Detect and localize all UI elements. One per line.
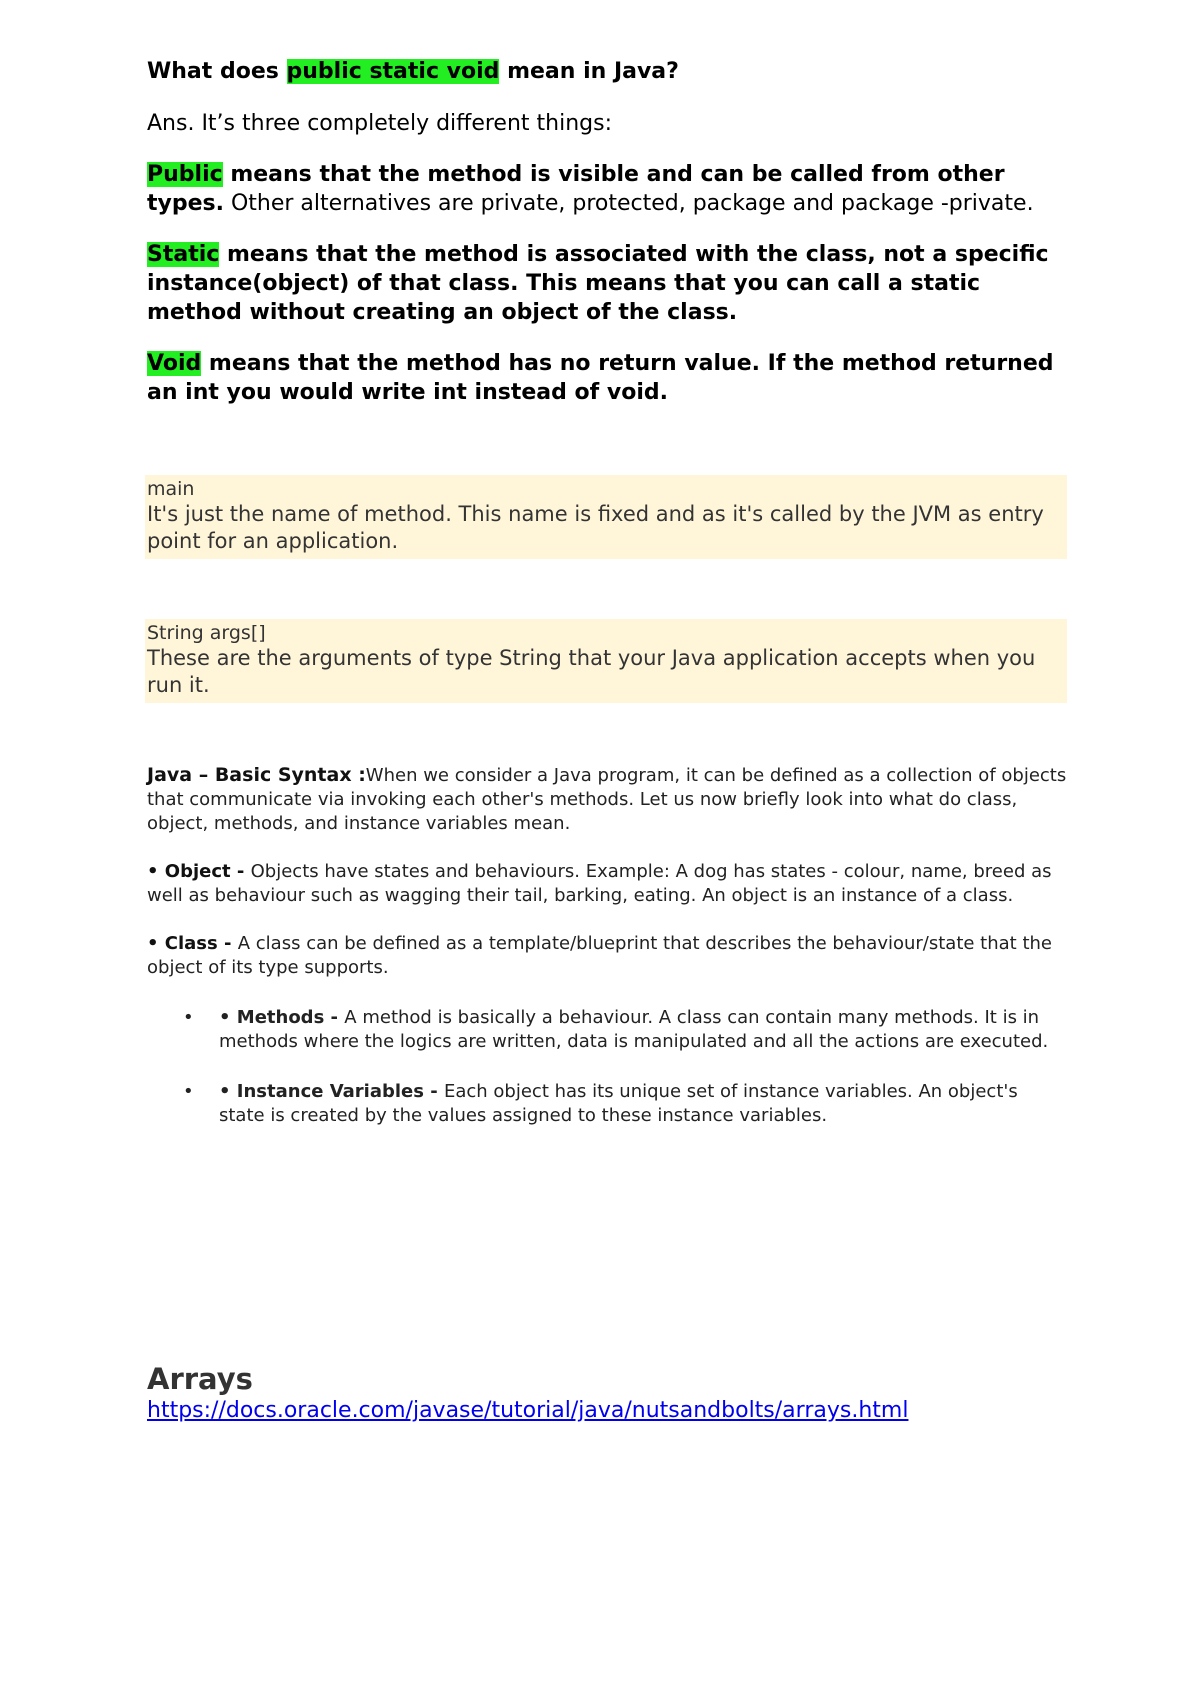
item-bullet: • <box>219 1007 237 1028</box>
public-keyword: Public <box>147 162 223 187</box>
basic-syntax-paragraph <box>147 763 1067 836</box>
list-bullet: • <box>183 1081 194 1102</box>
question-highlight: public static void <box>286 59 500 84</box>
item-term: Object - <box>164 861 251 882</box>
list-item-instance-variables <box>147 1080 1067 1128</box>
public-paragraph <box>147 160 1067 218</box>
item-text: Each object has its unique set of instance variables. An object's state is created by the values assigned to these instance variables. <box>219 1081 1018 1126</box>
arrays-link[interactable]: https://docs.oracle.com/javase/tutorial/java/nutsandbolts/arrays.html <box>147 1398 909 1423</box>
void-keyword: Void <box>147 351 202 376</box>
public-normal-text: Other alternatives are private, protected, package and package -private. <box>223 191 1034 216</box>
note-label: String args[] <box>147 622 266 644</box>
document-content <box>147 56 1067 1426</box>
public-bold-text: means that the method is visible and can be called from other types. <box>147 162 1005 216</box>
item-object <box>147 860 1067 908</box>
static-keyword: Static <box>147 242 220 267</box>
list-item-methods <box>147 1006 1067 1054</box>
static-bold-text: means that the method is associated with the class, not a specific instance(object) of that class. This means that you can call a static method without creating an object of the class. <box>147 242 1049 325</box>
item-bullet: • <box>219 1081 237 1102</box>
basic-syntax-text: When we consider a Java program, it can be defined as a collection of objects that communicate via invoking each other's methods. Let us now briefly look into what do class, object, methods, and instance variables mean. <box>147 765 1067 834</box>
basic-syntax-title: Java – Basic Syntax : <box>147 764 366 786</box>
question-prefix: What does <box>147 59 287 84</box>
note-text: These are the arguments of type String that your Java application accepts when you run it. <box>147 646 1036 697</box>
item-bullet: • <box>147 861 165 882</box>
arrays-heading: Arrays <box>147 1362 253 1396</box>
void-paragraph <box>147 349 1067 407</box>
item-text: A method is basically a behaviour. A class can contain many methods. It is in methods where the logics are written, data is manipulated and all the actions are executed. <box>219 1007 1049 1052</box>
note-label: main <box>147 478 195 500</box>
item-term: Instance Variables - <box>236 1081 444 1102</box>
static-paragraph <box>147 240 1067 327</box>
answer-intro: Ans. It’s three completely different things: <box>147 111 612 136</box>
item-text: Objects have states and behaviours. Example: A dog has states - colour, name, breed as well as behaviour such as wagging their tail, barking, eating. An object is an instance of a class. <box>147 861 1052 906</box>
item-class <box>147 932 1067 980</box>
note-main <box>145 475 1067 559</box>
question-heading <box>147 56 1067 88</box>
item-term: Class - <box>164 933 238 954</box>
item-text: A class can be defined as a template/blueprint that describes the behaviour/state that the object of its type supports. <box>147 933 1052 978</box>
void-bold-text: means that the method has no return value. If the method returned an int you would write int instead of void. <box>147 351 1054 405</box>
question-suffix: mean in Java? <box>499 59 679 84</box>
list-bullet: • <box>183 1007 194 1028</box>
item-term: Methods - <box>236 1007 345 1028</box>
note-text: It's just the name of method. This name is fixed and as it's called by the JVM as entry point for an application. <box>147 502 1044 553</box>
item-bullet: • <box>147 933 165 954</box>
note-string-args <box>145 619 1067 703</box>
